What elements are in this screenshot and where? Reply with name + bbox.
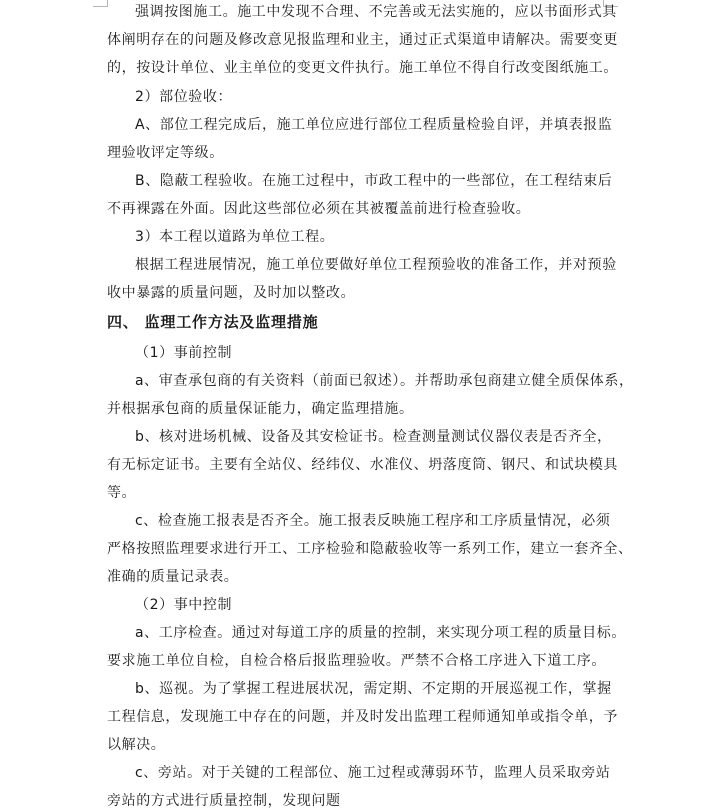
paragraph-line: 收中暴露的质量问题，及时加以整改。 (107, 285, 356, 301)
page-corner-mark-left (93, 0, 108, 7)
paragraph-line: 并根据承包商的质量保证能力，确定监理措施。 (107, 401, 414, 417)
paragraph-line: 理验收评定等级。 (107, 145, 224, 161)
paragraph-line: 旁站的方式进行质量控制，发现问题 (107, 793, 341, 809)
paragraph-line: a、工序检查。通过对每道工序的质量的控制，来实现分项工程的质量目标。 (135, 625, 626, 641)
paragraph-line: 以解决。 (107, 737, 166, 753)
paragraph-line: 要求施工单位自检，自检合格后报监理验收。严禁不合格工序进入下道工序。 (107, 653, 606, 669)
paragraph-line: b、核对进场机械、设备及其安检证书。检查测量测试仪器仪表是否齐全， (135, 429, 612, 445)
paragraph-line: （1）事前控制 (135, 345, 233, 361)
paragraph-line: B、隐蔽工程验收。在施工过程中，市政工程中的一些部位，在工程结束后 (135, 173, 613, 189)
paragraph-line: a、审查承包商的有关资料（前面已叙述）。并帮助承包商建立健全质保体系， (135, 373, 634, 389)
paragraph-line: （2）事中控制 (135, 597, 233, 613)
paragraph-line: 准确的质量记录表。 (107, 569, 239, 585)
paragraph-line: 强调按图施工。施工中发现不合理、不完善或无法实施的，应以书面形式具 (135, 4, 617, 20)
section-heading: 四、 监理工作方法及监理措施 (107, 313, 319, 331)
paragraph-line: 有无标定证书。主要有全站仪、经纬仪、水准仪、坍落度筒、钢尺、和试块模具 (107, 457, 618, 473)
paragraph-line: c、旁站。对于关键的工程部位、施工过程或薄弱环节，监理人员采取旁站 (135, 765, 611, 781)
paragraph-line: A、部位工程完成后，施工单位应进行部位工程质量检验自评，并填表报监 (135, 117, 613, 133)
paragraph-line: 严格按照监理要求进行开工、工序检验和隐蔽验收等一系列工作，建立一套齐全、 (107, 541, 633, 557)
paragraph-line: c、检查施工报表是否齐全。施工报表反映施工程序和工序质量情况，必须 (135, 513, 611, 529)
paragraph-line: 3）本工程以道路为单位工程。 (135, 229, 335, 245)
paragraph-line: 的，按设计单位、业主单位的变更文件执行。施工单位不得自行改变图纸施工。 (107, 60, 618, 76)
paragraph-line: 2）部位验收： (135, 89, 233, 105)
paragraph-line: 体阐明存在的问题及修改意见报监理和业主，通过正式渠道申请解决。需要变更 (107, 32, 618, 48)
paragraph-line: 等。 (107, 485, 137, 501)
paragraph-line: 工程信息，发现施工中存在的问题，并及时发出监理工程师通知单或指令单，予 (107, 709, 618, 725)
paragraph-line: b、巡视。为了掌握工程进展状况，需定期、不定期的开展巡视工作，掌握 (135, 681, 612, 697)
paragraph-line: 根据工程进展情况，施工单位要做好单位工程预验收的准备工作，并对预验 (135, 257, 617, 273)
paragraph-line: 不再裸露在外面。因此这些部位必须在其被覆盖前进行检查验收。 (107, 201, 531, 217)
